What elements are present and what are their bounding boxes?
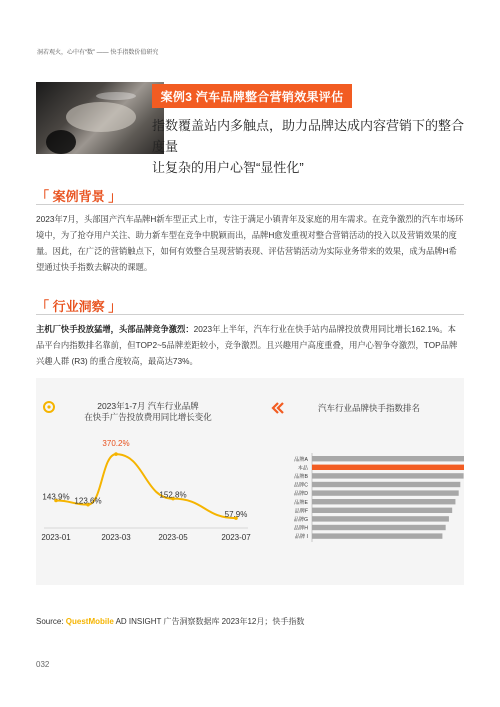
data-label: 370.2%: [102, 439, 130, 449]
chevron-left-icon: [278, 403, 283, 413]
category-label: 品牌A: [294, 456, 308, 463]
x-tick-label: 2023-01: [41, 533, 71, 542]
sports-car-photo: [36, 82, 164, 154]
bar: [312, 456, 464, 461]
source-note: [36, 616, 304, 627]
bar: [312, 499, 455, 504]
data-label: 57.9%: [224, 510, 248, 520]
bar: [312, 482, 460, 487]
insight-body: 2023年上半年，汽车行业在快手站内品牌投放费用同比增长162.1%。本品平台内指数排名靠前，但TOP2~5品牌差距较小，竞争激烈。且兴趣用户高度重叠，用户心智争夺激烈，TOP品牌兴趣人群 (R3) 的重合度较高，最高达73%。: [36, 324, 458, 366]
category-label: 品牌G: [293, 517, 308, 523]
data-label: 123.6%: [74, 496, 102, 506]
chart-panel: [36, 378, 464, 585]
section-title-background: 「 案例背景 」: [36, 189, 122, 204]
category-label: 品牌C: [293, 482, 308, 489]
x-tick-label: 2023-03: [101, 533, 131, 542]
category-label: 品牌F: [294, 508, 308, 515]
data-label: 143.9%: [42, 492, 70, 502]
case-headline: [152, 115, 472, 178]
bar: [312, 533, 442, 538]
page-number: 032: [36, 660, 50, 669]
source-rest: AD INSIGHT 广告洞察数据库 2023年12月；快手指数: [113, 617, 305, 626]
category-label: 本品: [297, 465, 308, 472]
bar: [312, 516, 449, 521]
chart-icon-dot: [47, 405, 50, 408]
category-label: 品牌D: [293, 491, 308, 498]
chart-title: 汽车行业品牌快手指数排名: [317, 403, 421, 413]
insight-paragraph: [36, 321, 464, 369]
growth-line: [56, 454, 236, 518]
section-divider: [36, 314, 464, 315]
bar: [312, 465, 464, 470]
case-headline-line1: 指数覆盖站内多触点，助力品牌达成内容营销下的整合度量: [152, 118, 465, 154]
category-label: 品牌 I: [294, 534, 308, 541]
category-label: 品牌E: [294, 499, 308, 506]
bar: [312, 490, 459, 495]
category-label: 品牌H: [293, 525, 308, 532]
section-divider: [36, 204, 464, 205]
source-brand: QuestMobile: [65, 617, 114, 626]
x-tick-label: 2023-05: [158, 533, 188, 542]
data-label: 152.8%: [159, 490, 187, 500]
bar: [312, 473, 464, 478]
bar: [312, 525, 446, 530]
category-label: 品牌B: [294, 474, 308, 480]
bar: [312, 508, 452, 513]
source-prefix: Source:: [36, 617, 66, 626]
chart-title-line: 在快手广告投放费用同比增长变化: [84, 412, 212, 422]
chart-title-line: 2023年1-7月 汽车行业品牌: [97, 401, 199, 411]
index-ranking-bar-chart: [256, 378, 464, 585]
data-point: [114, 452, 118, 456]
section-title-insight: 「 行业洞察 」: [36, 299, 122, 314]
x-tick-label: 2023-07: [221, 533, 251, 542]
case-headline-line2: 让复杂的用户心智“显性化”: [152, 160, 304, 175]
background-paragraph: 2023年7月，头部国产汽车品牌H新车型正式上市，专注于满足小镇青年及家庭的用车需求。在竞争激烈的汽车市场环境中，为了抢夺用户关注、助力新车型在竞争中脱颖而出，品牌H愈发重视对整合营销活动的投入以及营销效果的度量。因此，在广泛的营销触点下，如何有效整合呈现营销表现、评估营销活动为实际业务带来的效果，成为品牌H希望通过快手指数去解决的课题。: [36, 214, 464, 272]
insight-lead: 主机厂快手投放猛增，头部品牌竞争激烈：: [36, 324, 194, 334]
case-tag: 案例3 汽车品牌整合营销效果评估: [152, 84, 352, 108]
running-header: 洞若观火，心中有“数” —— 快手指数价值研究: [37, 50, 159, 56]
growth-line-chart: [36, 378, 256, 585]
